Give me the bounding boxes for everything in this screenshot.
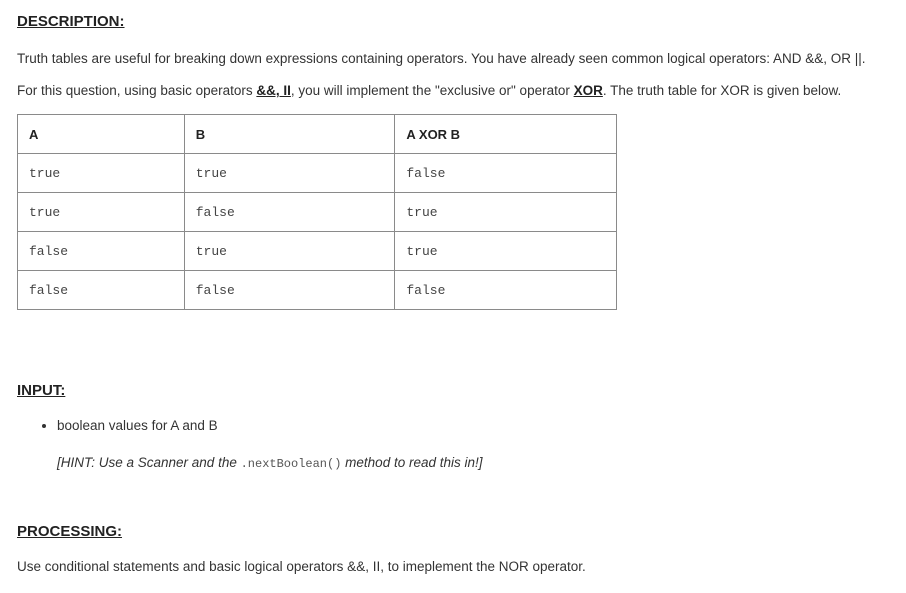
hint-code: .nextBoolean() (240, 457, 342, 471)
table-row (18, 154, 617, 193)
hint-suffix: method to read this in!] (341, 455, 483, 470)
table-header-row (18, 115, 617, 154)
cell-a: true (18, 193, 185, 232)
cell-xor: true (395, 193, 617, 232)
cell-xor: true (395, 232, 617, 271)
cell-xor: false (395, 154, 617, 193)
hint-prefix: [HINT: Use a Scanner and the (57, 455, 241, 470)
processing-text: Use conditional statements and basic logical operators &&, II, to imeplement the NOR operator. (17, 559, 586, 574)
para2-middle: , you will implement the "exclusive or" operator (290, 83, 574, 98)
input-list (17, 418, 218, 433)
list-item: • boolean values for A and B (57, 418, 218, 433)
cell-b: false (184, 271, 395, 310)
para2-prefix: For this question, using basic operators (17, 83, 257, 98)
cell-b: true (184, 154, 395, 193)
table-row (18, 271, 617, 310)
table-row (18, 232, 617, 271)
header-a: A (18, 115, 185, 154)
description-paragraph-2 (17, 83, 841, 98)
cell-a: true (18, 154, 185, 193)
cell-a: false (18, 232, 185, 271)
description-heading: DESCRIPTION: (17, 13, 125, 30)
basic-operators-emphasis: &&, II (256, 83, 291, 98)
cell-xor: false (395, 271, 617, 310)
xor-truth-table (17, 114, 617, 310)
cell-b: true (184, 232, 395, 271)
header-a-xor-b: A XOR B (395, 115, 617, 154)
description-paragraph-1: Truth tables are useful for breaking down expressions containing operators. You have already seen common logical operators: AND &&, OR ||. (17, 51, 866, 66)
xor-emphasis: XOR (573, 83, 603, 98)
processing-heading: PROCESSING: (17, 523, 123, 540)
para2-suffix: . The truth table for XOR is given below. (602, 83, 842, 98)
input-heading: INPUT: (17, 382, 66, 399)
cell-b: false (184, 193, 395, 232)
hint-text (57, 455, 483, 471)
cell-a: false (18, 271, 185, 310)
table-row (18, 193, 617, 232)
header-b: B (184, 115, 395, 154)
